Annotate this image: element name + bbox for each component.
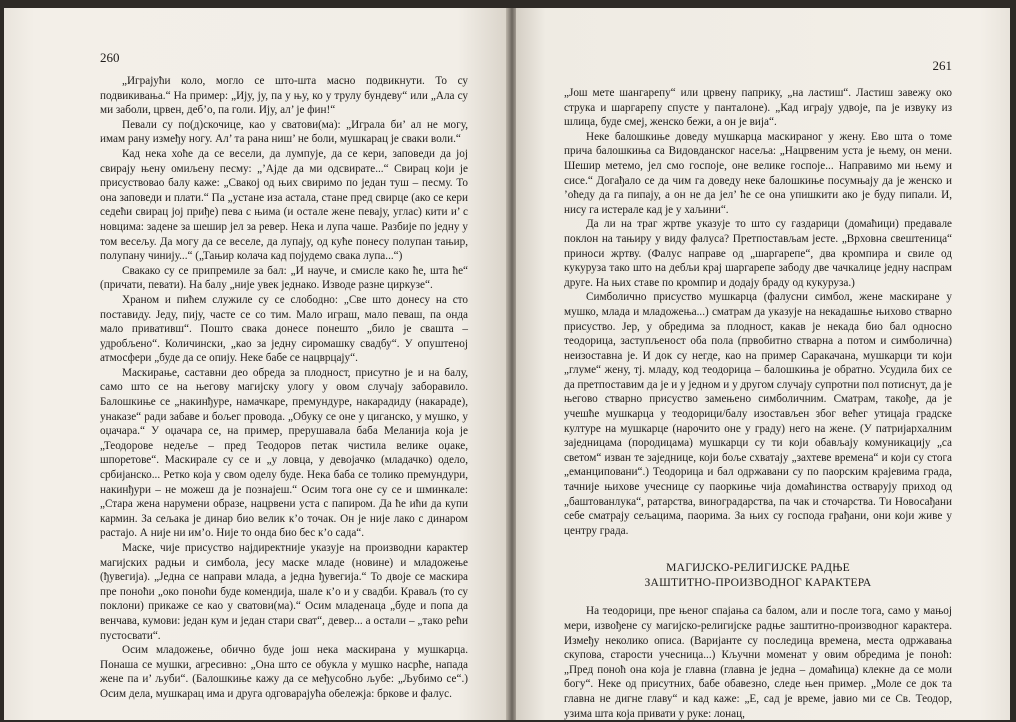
- paragraph: „Још мете шангарепу“ или црвену паприку, „на ластиш“. Ластиш завежу око струка и шаргарепу спусте у панталоне). „Кад играју удвоје, па је извуку из шлица, буде смеј, женско бежи, а он је вија“.: [564, 87, 952, 129]
- paragraph: Да ли на траг жртве указује то што су газдарици (домаћици) предавале поклон на тањиру у виду фалуса? Претпостављам јесте. „Врховна свештеница“ приноси жртву. (Фалус направе од „шаргарепе“, два кромпира и свиле од кукуруза тако што на дебљи крај шаргарепе забоду две чачкалице једну наспрам друге. На њих ставе по кромпир и додају браду од кукуруза.): [564, 218, 952, 289]
- paragraph: Симболично присуство мушкарца (фалусни симбол, жене маскиране у мушко, млада и младожења...) сматрам да указује на некадашње њихово стварно присуство. Јер, у обредима за плодност, какав је некада био бал односно теодорица, заступљеност оба пола (првобитно стварна а потом и симболична) неизоставна је. И док су негде, као на пример Саракачана, мушкарци ти који „глуме“ жену, тј. младу, код теодорица – балошкиња је обратно. Усудила бих се да претпоставим да је и у једном и у другом случају супротни пол потиснут, да је његово стварно присуство замењено симболичним. Сматрам, такође, да је учешће мушкарца у теодорици/балу изостављен због већег утицаја градске културе на мушкарце (нарочито оне у граду) него на жене. (У патријархалним заједницама (породицама) мушкарци су ти који обављају комуникацију „са светом“ изван те заједнице, који боље схватају „захтеве времена“ и који су стога „еманциповани“.) Теодорица и бал одржавани су по паорским крајевима града, тачније њихове учеснице су паоркиње чија домаћинства остварују приход од „баштованлука“, ратарства, виноградарства, па чак и сточарства. Ти Новосађани себе сматрају сељацима, паорима. За њих су господа грађани, они који живе у центру града.: [564, 291, 952, 537]
- right-page-body: [564, 86, 952, 720]
- paragraph: Маскирање, саставни део обреда за плодност, присутно је и на балу, само што се на његову магијску улогу у овом случају заборавило. Балошкиње се „накинђуре, намачкаре, премундуре, накарадиду (накараде), унаказе“ ради забаве и бољег провода. „Обуку се оне у циганско, у мушко, у оџачара.“ У оџачара се, на пример, прерушавала баба Меланија која је „Теодорове недеље – пред Теодоров петак чистила велике оџаке, шпоретове“. Маскирале су се и „у ловца, у девојачко (младачко) одело, србијанско... Ретко која у свом оделу буде. Нека баба се толико премундури, накинђури – не можеш да је познајеш.“ Осим тога оне су се и шминкале: „Стара жена нарумени образе, нацрвени уста с папиром. Да ће ићи да купи кармин. За сељака је динар био велик к’о точак. Он је није лако с динаром растајо. А није ни им’о. Није то онда био бес к’о сада“.: [100, 366, 468, 540]
- left-page: [4, 8, 508, 720]
- paragraph: Неке балошкиње доведу мушкарца маскираног у жену. Ево шта о томе прича балошкиња са Видовданског насеља: „Нацрвеним уста је њему, он мени. Шешир метемо, јел смо госпоје, оне велике госпоје... Направимо ми њему и сисе.“ Догађало се да чим га доведу неке балошкиње посумњају да је женско и ’оћеду да га пипају, а он не да јел’ ће се она упишкити ако је буду пипали. И, нису га истерале кад је у хаљини“.: [564, 130, 952, 216]
- paragraph: „Играјући коло, могло се што-шта масно подвикнути. То су подвикивања.“ На пример: „Ију, ју, па у њу, ко у трулу бундеву“ или „Ала су ми заболи, црвен, деб’о, па голи. Ију, ал’ је фин!“: [100, 75, 468, 117]
- paragraph: На теодорици, пре њеног спајања са балом, али и после тога, само у мањој мери, извођене су магијско-религијске радње заштитно-производног карактера. Између неколико описа. (Варијанте су последица времена, места одржавања скупова, старости учесница...) Кључни моменат у овим обредима је поноћ: „Пред поноћ она која је главна (главна је једна – домаћица) клекне да се моли богу“. Неке од присутних, бабе обавезно, следе њен пример. „Моле се док та главна не дигне главу“ и кад каже: „Е, сад је време, јавио ми се Св. Теодор, узима шта која привати у руке: лонац,: [564, 605, 952, 720]
- section-heading-line-2: ЗАШТИТНО-ПРОИЗВОДНОГ КАРАКТЕРА: [644, 576, 872, 590]
- paragraph: Певали су по(д)скочице, као у сватови(ма): „Играла би’ ал не могу, имам рану између ногу. Ал’ та рана ниш’ не боли, мушкарац је сваки воли.“: [100, 118, 468, 146]
- right-page: [516, 8, 1010, 720]
- right-page-number: 261: [932, 58, 952, 73]
- paragraph: Кад нека хоће да се весели, да лумпује, да се кери, заповеди да јој свирају њену омиљену песму: „’Ајде да ми одсвирате...“ Свирац који је присуствовао балу каже: „Свакој од њих свиримо по један туш – песму. То она заповеди и плати.“ Па „устане иза астала, стане пред свирце (ако се кери седећи свирац јој приђе) пева с њима (и остале жене певају, углас) кити и’ с новцима: задене за шешир јел за ревер. Нека и лупа чаше. Разбије по једну у том весељу. Да могу да се веселе, да лупају, од куће понесу полупан тањир, полупану чинију...“ („Тањир колача кад појудемо свака лупа...“): [100, 147, 468, 263]
- left-page-body: [100, 74, 468, 702]
- paragraph: Осим младожење, обично буде још нека маскирана у мушкарца. Понаша се мушки, агресивно: „Она што се обукла у мушко насрће, напада жене па и’ љуби“. (Балошкиње кажу да се међусобно љубе: „Љубимо се“.) Осим дела, мушкарац има и друга одговарајућа обележја: бркове и фалус.: [100, 644, 468, 700]
- paragraph: Храном и пићем служиле су се слободно: „Све што донесу на сто поставиду. Једу, пију, часте се со тим. Мало играш, мало певаш, па онда мало привативш“. Пошто свака донесе понешто „било је свашта – удробљено“. Количински, „као за једну сиромашку свадбу“. У опуштеној атмосфери „буде да се опију. Неке бабе се нацврцају“.: [100, 293, 468, 365]
- paragraph: Свакако су се припремиле за бал: „И науче, и смисле како ће, шта ће“ (причати, певати). На балу „није увек једнако. Изводе разне циркузе“.: [100, 264, 468, 292]
- paragraph: Маске, чије присуство најдиректније указује на производни карактер магијских радњи и симбола, јесу маске младе (новине) и младожење (ђувегија). „Једна се направи млада, а једна ђувегија.“ То двоје се маскира пре поноћи „око поноћи буде комендија, шале к’о и у свадби. Краваљ (то су поклони) прикаже се као у сватови(ма).“ Осим младенаца „буде и попа да венчава, кумови: један кум и један стари сват“, девер... а остали – „тако рећи пустосвати“.: [100, 542, 468, 642]
- section-heading: [564, 560, 952, 590]
- left-page-number: 260: [100, 50, 120, 65]
- section-heading-line-1: МАГИЈСКО-РЕЛИГИЈСКЕ РАДЊЕ: [666, 561, 850, 575]
